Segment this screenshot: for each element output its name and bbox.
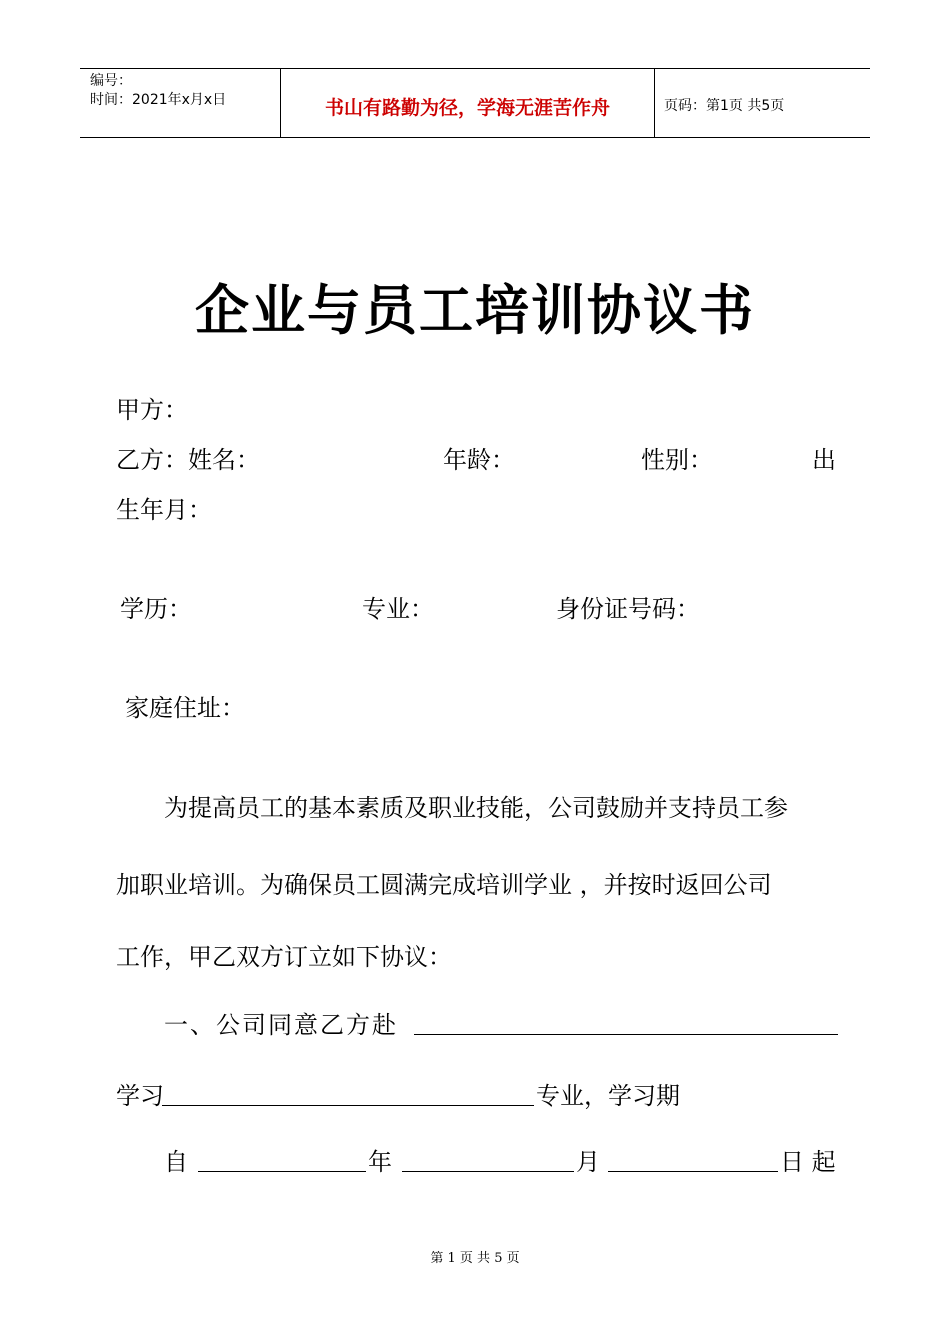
document-title: 企业与员工培训协议书 (195, 278, 755, 342)
clause-1-text: 一、公司同意乙方赴 (164, 1011, 398, 1039)
intro-line-3: 工作，甲乙双方订立如下协议： (116, 943, 452, 971)
page-header (80, 68, 870, 138)
major-label: 专业： (362, 595, 434, 623)
year-label: 年 (368, 1148, 392, 1176)
month-blank (402, 1171, 574, 1172)
birth-label-start: 出 (812, 446, 836, 474)
day-blank (608, 1171, 778, 1172)
number-label: 编号： (90, 73, 132, 89)
day-label: 日 起 (780, 1148, 836, 1176)
from-label: 自 (164, 1148, 188, 1176)
study-label: 学习 (116, 1082, 164, 1110)
intro-line-2: 加职业培训。为确保员工圆满完成培训学业 ，并按时返回公司 (116, 871, 772, 899)
party-b-name-label: 乙方：姓名： (116, 446, 260, 474)
study-tail: 专业，学习期 (536, 1082, 680, 1110)
header-info-cell (80, 69, 280, 137)
age-label: 年龄： (443, 446, 515, 474)
party-a-label: 甲方： (116, 396, 188, 424)
destination-blank (414, 1034, 838, 1035)
address-label: 家庭住址： (125, 694, 245, 722)
id-number-label: 身份证号码： (556, 595, 700, 623)
page-footer: 第 1 页 共 5 页 (430, 1251, 520, 1266)
birth-label-rest: 生年月： (116, 496, 212, 524)
page-info: 页码：第1页 共5页 (664, 98, 785, 114)
time-label: 时间：2021年x月x日 (90, 92, 227, 108)
month-label: 月 (576, 1148, 600, 1176)
gender-label: 性别： (641, 446, 713, 474)
education-label: 学历： (120, 595, 192, 623)
header-page-cell (654, 69, 870, 137)
motto-text: 书山有路勤为径，学海无涯苦作舟 (324, 97, 610, 119)
year-blank (198, 1171, 366, 1172)
header-motto-cell (280, 69, 655, 137)
major-blank (162, 1105, 534, 1106)
intro-line-1: 为提高员工的基本素质及职业技能，公司鼓励并支持员工参 (164, 794, 788, 822)
